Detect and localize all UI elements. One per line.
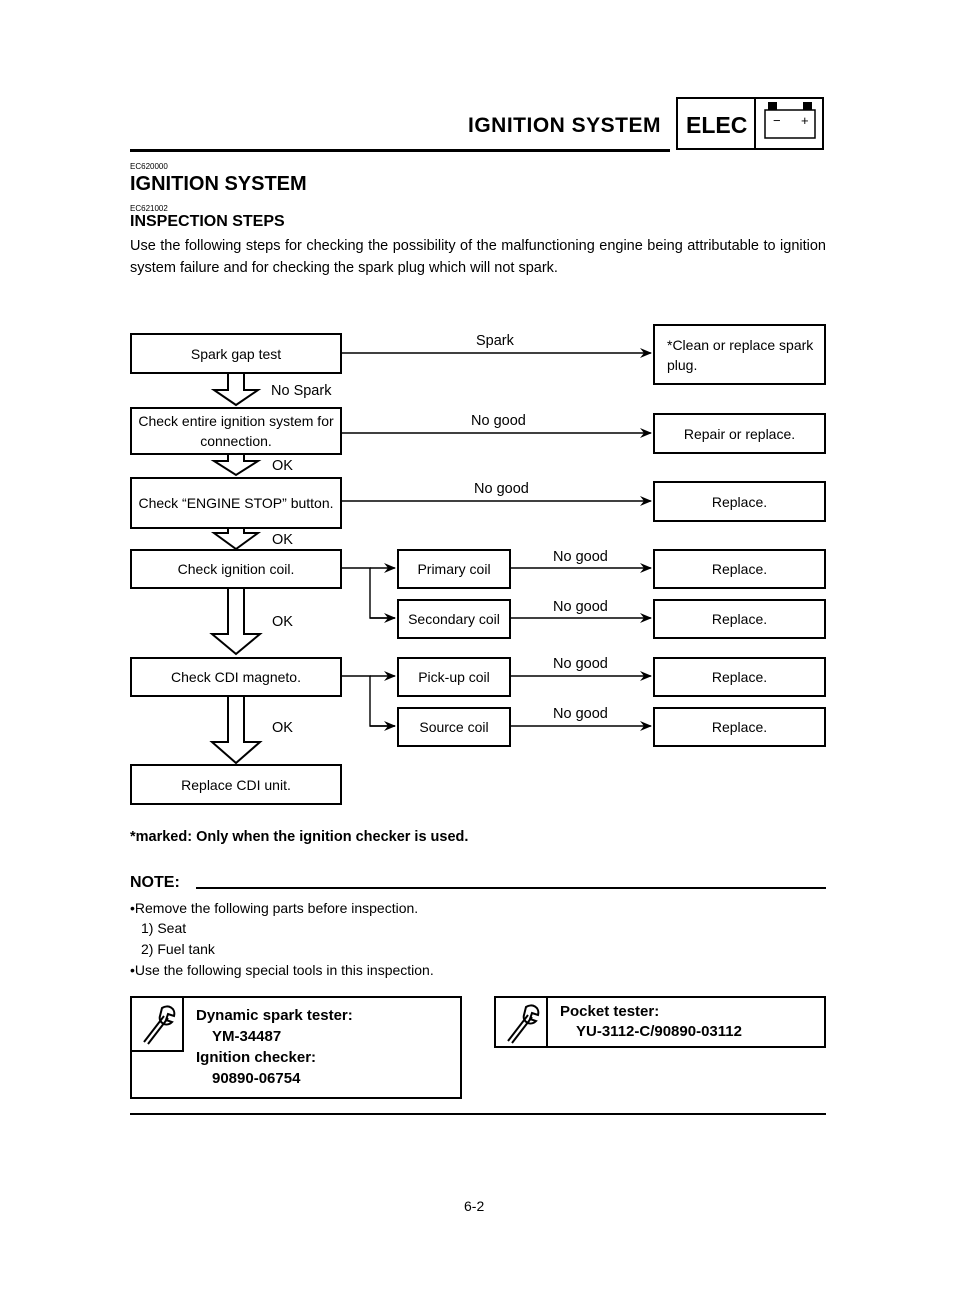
section-code: EC620000 [130,162,168,171]
down-arrow-3 [214,529,258,549]
wrench-icon [502,1001,542,1045]
ok-label-1: OK [272,458,293,474]
special-tools-box-left [130,996,462,1099]
no-good-label-5: No good [553,656,608,672]
tool-box-divider [182,998,184,1050]
tool-name-pocket-tester: Pocket tester: [560,1003,660,1020]
replace-box-2: Replace. [653,549,826,589]
secondary-coil-box: Secondary coil [397,599,511,639]
intro-paragraph: Use the following steps for checking the possibility of the malfunctioning engine being attributable to ignition system failure and for checking the spark plug which will not spark. [130,238,826,276]
down-arrow-5 [212,697,260,763]
note-line-4: •Use the following special tools in this inspection. [130,962,434,978]
battery-minus: − [773,113,781,128]
replace-cdi-box: Replace CDI unit. [130,764,342,805]
wrench-icon [138,1002,178,1046]
replace-box-4: Replace. [653,657,826,697]
spark-label: Spark [476,333,514,349]
replace-box-1: Replace. [653,481,826,522]
note-label: NOTE: [130,874,180,891]
ok-label-3: OK [272,614,293,630]
special-tools-box-right [494,996,826,1048]
subsection-title: INSPECTION STEPS [130,213,285,230]
replace-box-5: Replace. [653,707,826,747]
check-cdi-magneto-box: Check CDI magneto. [130,657,342,697]
clean-replace-box: *Clean or replace spark plug. [653,324,826,385]
check-connection-box: Check entire ignition system for connection. [130,407,342,455]
no-good-label-6: No good [553,706,608,722]
tool-box-divider [546,998,548,1046]
source-coil-box: Source coil [397,707,511,747]
ok-label-4: OK [272,720,293,736]
header-title: IGNITION SYSTEM [468,114,662,137]
tool-box-divider-h [132,1050,184,1052]
note-line-3: 2) Fuel tank [141,941,215,957]
note-line-2: 1) Seat [141,920,187,936]
footnote: *marked: Only when the ignition checker is used. [130,829,469,845]
note-line-1: •Remove the following parts before inspection. [130,900,419,916]
no-good-label-2: No good [474,481,529,497]
down-arrow-1 [214,374,258,405]
subsection-code: EC621002 [130,204,168,213]
no-spark-label: No Spark [271,383,332,399]
page-number: 6-2 [464,1198,485,1214]
tool-name-ignition-checker: Ignition checker: [196,1049,317,1066]
repair-replace-box: Repair or replace. [653,413,826,454]
no-good-label-1: No good [471,413,526,429]
elec-badge-label: ELEC [686,112,748,138]
no-good-label-4: No good [553,599,608,615]
spark-gap-test-box: Spark gap test [130,333,342,374]
check-engine-stop-box: Check “ENGINE STOP” button. [130,477,342,529]
bottom-rule [130,1113,826,1115]
down-arrow-2 [214,455,258,475]
ok-label-2: OK [272,532,293,548]
note-rule [196,887,826,889]
down-arrow-4 [212,589,260,654]
tool-name-dynamic-spark-tester: Dynamic spark tester: [196,1007,353,1024]
primary-coil-box: Primary coil [397,549,511,589]
no-good-label-3: No good [553,549,608,565]
section-title: IGNITION SYSTEM [130,173,307,195]
replace-box-3: Replace. [653,599,826,639]
pickup-coil-box: Pick-up coil [397,657,511,697]
tool-number-yu-3112-c: YU-3112-C/90890-03112 [576,1023,742,1040]
tool-number-ym-34487: YM-34487 [212,1028,282,1045]
check-ignition-coil-box: Check ignition coil. [130,549,342,589]
tool-number-90890-06754: 90890-06754 [212,1070,301,1087]
battery-plus: + [801,113,809,128]
